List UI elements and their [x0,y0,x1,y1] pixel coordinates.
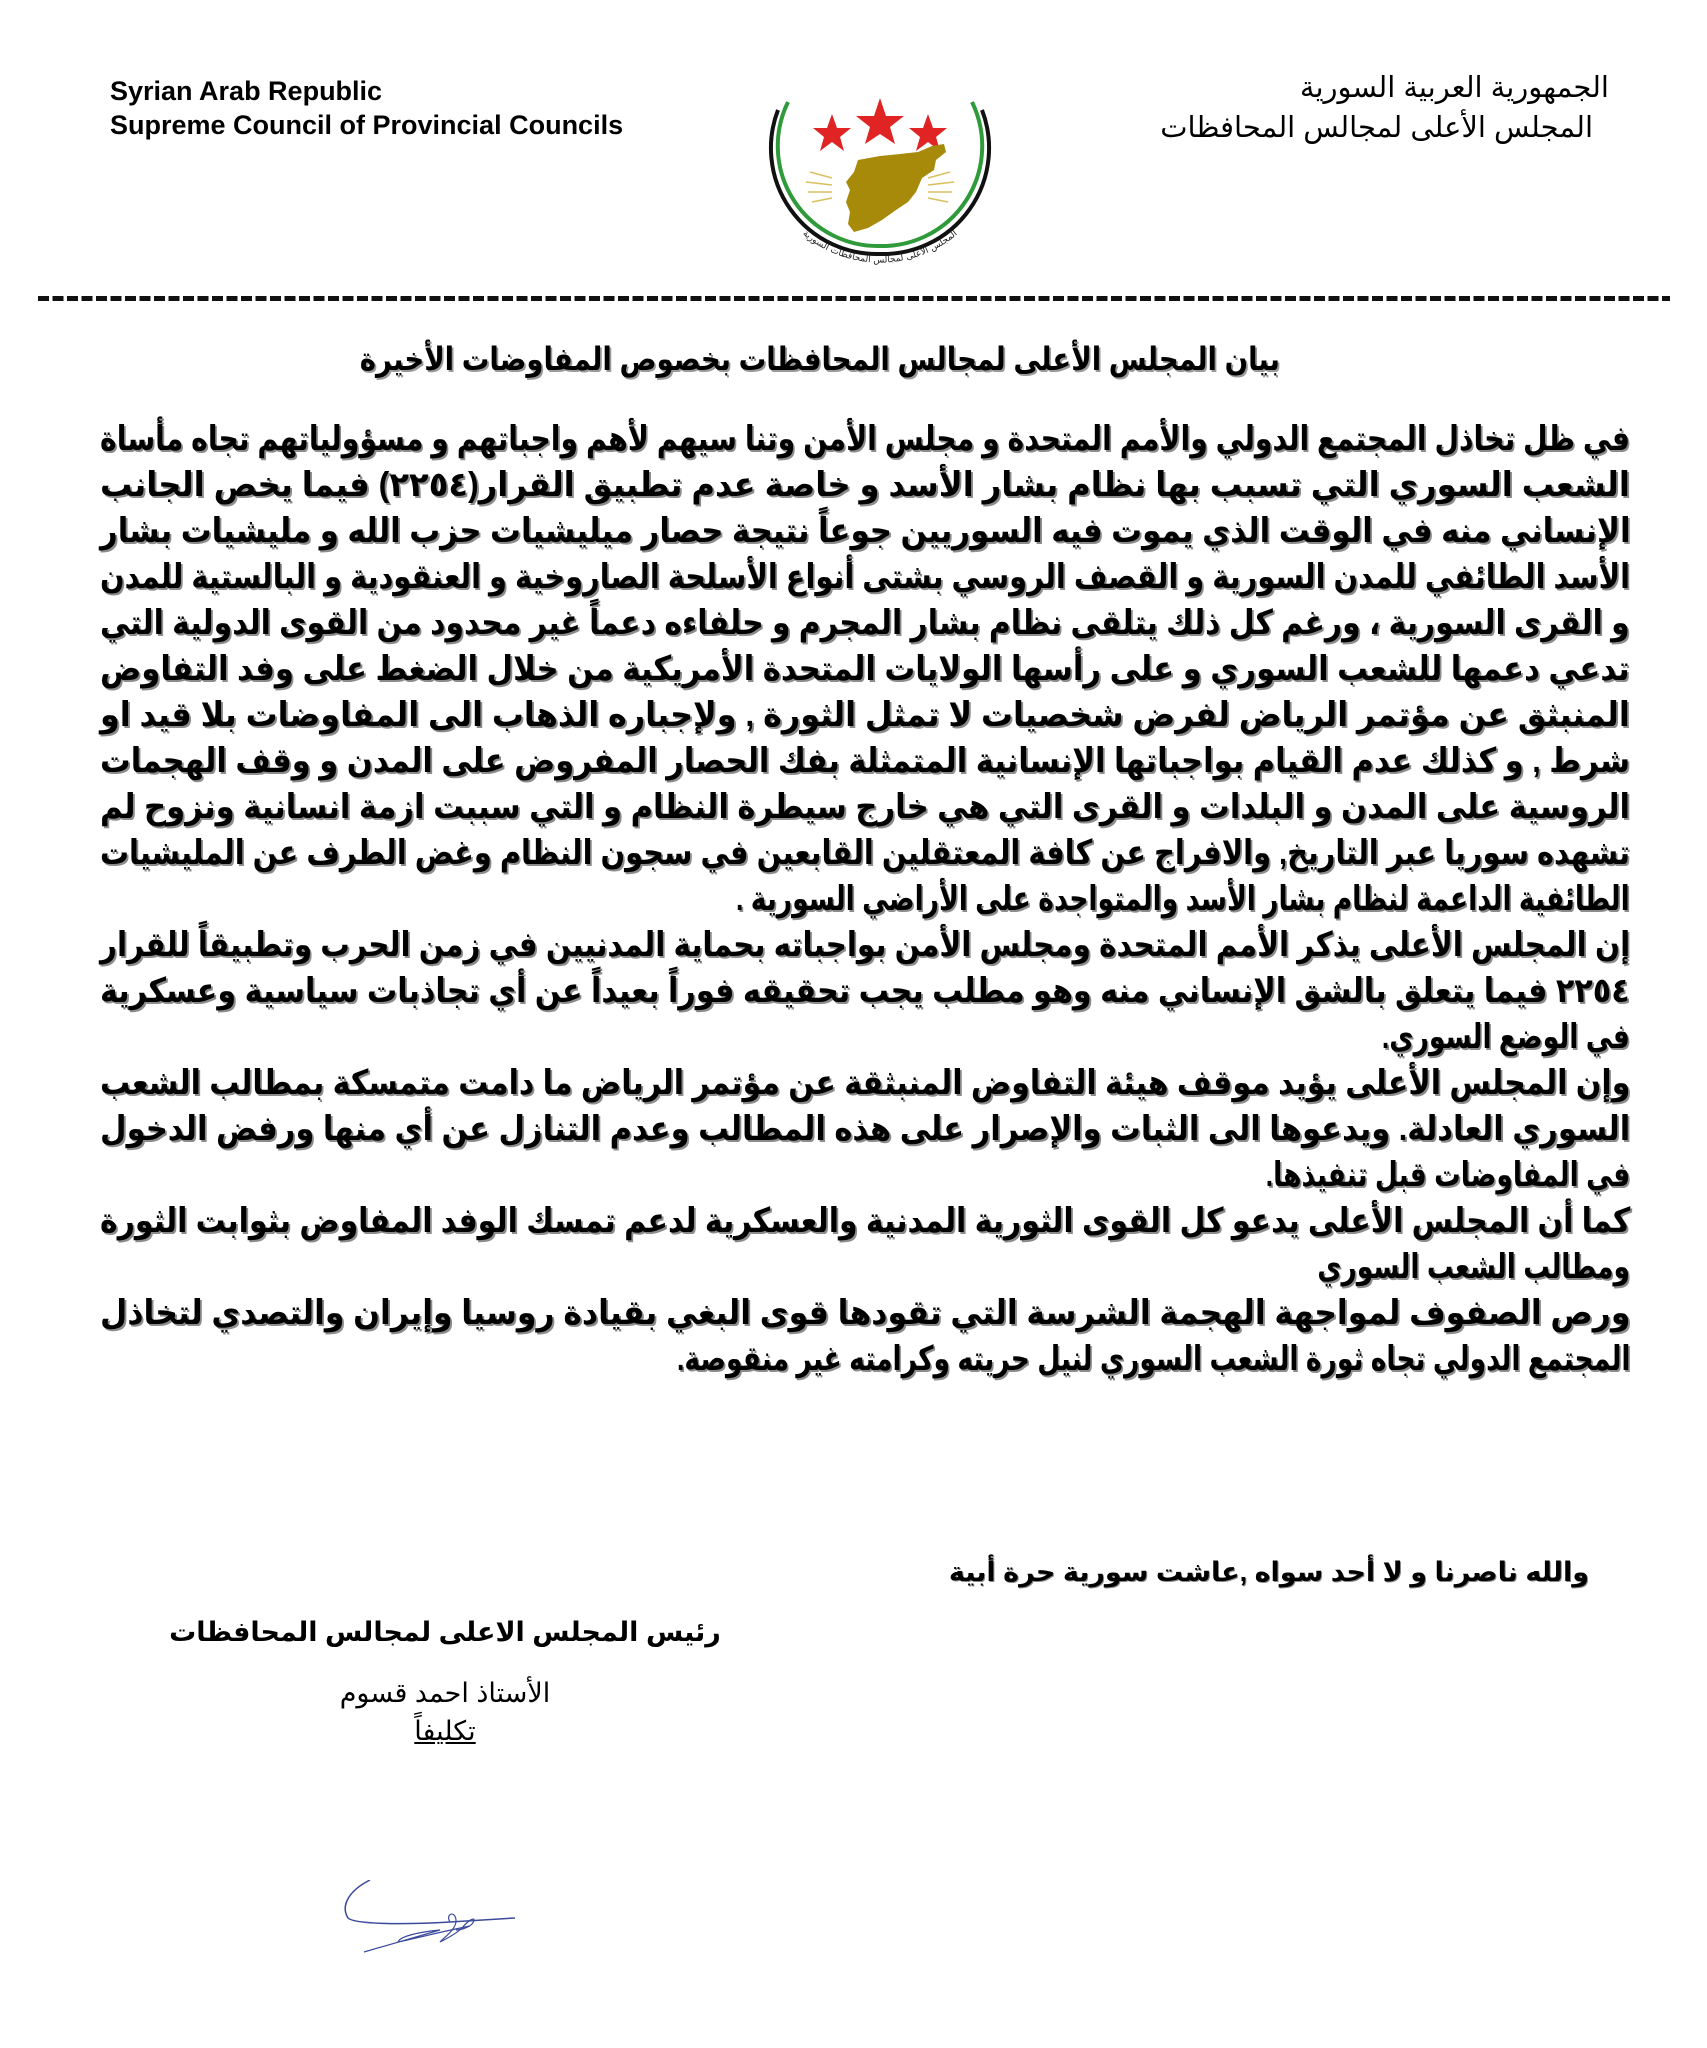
syria-map-emblem-icon [750,60,1010,270]
body-line: في المفاوضات قبل تنفيذها. [1265,1156,1630,1194]
body-line: ومطالب الشعب السوري [1317,1248,1630,1286]
body-line: ورص الصفوف لمواجهة الهجمة الشرسة التي تقودها قوى البغي بقيادة روسيا وإيران والتصدي لتخاذل [99,1294,1630,1332]
body-line: المجتمع الدولي تجاه ثورة الشعب السوري لنيل حريته وكرامته غير منقوصة. [676,1340,1630,1378]
body-line: الروسية على المدن و البلدات و القرى التي هي خارج سيطرة النظام و التي سببت ازمة انسانية ونزوح لم [99,788,1630,826]
signatory-name: الأستاذ احمد قسوم [339,1678,551,1708]
body-line: الأسد الطائفي للمدن السورية و القصف الروسي بشتى أنواع الأسلحة الصاروخية و العنقودية و البالستية للمدن [100,558,1630,596]
country-name-en: Syrian Arab Republic [110,76,383,106]
signatory-title: رئيس المجلس الاعلى لمجالس المحافظات [169,1617,721,1647]
body-line: السوري العادلة. ويدعوها الى الثبات والإصرار على هذه المطالب وعدم التنازل عن أي منها ورفض الدخول [99,1110,1630,1148]
signatory-role: تكليفاً [414,1716,476,1746]
council-logo [750,60,1010,270]
body-line: في الوضع السوري. [1382,1018,1630,1056]
body-line: ٢٢٥٤ فيما يتعلق بالشق الإنساني منه وهو مطلب يجب تحقيقه فوراً بعيداً عن أي تجاذبات سياسية وعسكرية [100,972,1630,1010]
body-line: الإنساني منه في الوقت الذي يموت فيه السوريين جوعاً نتيجة حصار ميليشيات حزب الله و مليشيات بشار [99,512,1630,550]
body-line: الشعب السوري التي تسبب بها نظام بشار الأسد و خاصة عدم تطبيق القرار(٢٢٥٤) فيما يخص الجانب [100,466,1630,504]
handwritten-signature-icon [320,1880,520,1970]
svg-text:المجلس الأعلى لمجالس المحافظات: المجلس الأعلى لمجالس المحافظات السورية [800,228,960,266]
body-line: تشهده سوريا عبر التاريخ, والافراج عن كافة المعتقلين القابعين في سجون النظام وغض الطرف عن المليشيات [100,834,1630,872]
council-name-en: Supreme Council of Provincial Councils [110,110,624,140]
body-line: كما أن المجلس الأعلى يدعو كل القوى الثورية المدنية والعسكرية لدعم تمسك الوفد المفاوض بثوابت الثورة [99,1202,1630,1240]
closing-statement: والله ناصرنا و لا أحد سواه ,عاشت سورية حرة أبية [948,1557,1589,1587]
statement-title: بيان المجلس الأعلى لمجالس المحافظات بخصوص المفاوضات الأخيرة [359,341,1281,377]
country-name-ar: الجمهورية العربية السورية [1299,72,1609,104]
statement-body [100,416,1630,1382]
header-english [110,74,623,142]
body-line: و القرى السورية ، ورغم كل ذلك يتلقى نظام بشار المجرم و حلفاءه دعماً غير محدود من القوى الدولية التي [100,604,1630,642]
body-line: في ظل تخاذل المجتمع الدولي والأمم المتحدة و مجلس الأمن وتنا سيهم لأهم واجباتهم و مسؤولياتهم تجاه مأساة [99,420,1630,458]
body-line: المنبثق عن مؤتمر الرياض لفرض شخصيات لا تمثل الثورة , ولإجباره الذهاب الى المفاوضات بلا قيد او [100,696,1630,734]
signature-block [160,1612,730,1750]
council-name-ar: المجلس الأعلى لمجالس المحافظات [1160,112,1593,144]
body-line: الطائفية الداعمة لنظام بشار الأسد والمتواجدة على الأراضي السورية . [736,880,1630,918]
body-line: إن المجلس الأعلى يذكر الأمم المتحدة ومجلس الأمن بواجباته بحماية المدنيين في زمن الحرب وتطبيقاً للقرار [99,926,1630,964]
body-line: شرط , و كذلك عدم القيام بواجباتها الإنسانية المتمثلة بفك الحصار المفروض على المدن و وقف الهجمات [99,742,1630,780]
body-line: تدعي دعمها للشعب السوري و على رأسها الولايات المتحدة الأمريكية من خلال الضغط على وفد التفاوض [100,650,1630,688]
dashed-divider [38,296,1670,301]
header-arabic [1089,68,1609,148]
handwritten-signature [320,1880,520,1970]
body-line: وإن المجلس الأعلى يؤيد موقف هيئة التفاوض المنبثقة عن مؤتمر الرياض ما دامت متمسكة بمطالب الشعب [99,1064,1630,1102]
